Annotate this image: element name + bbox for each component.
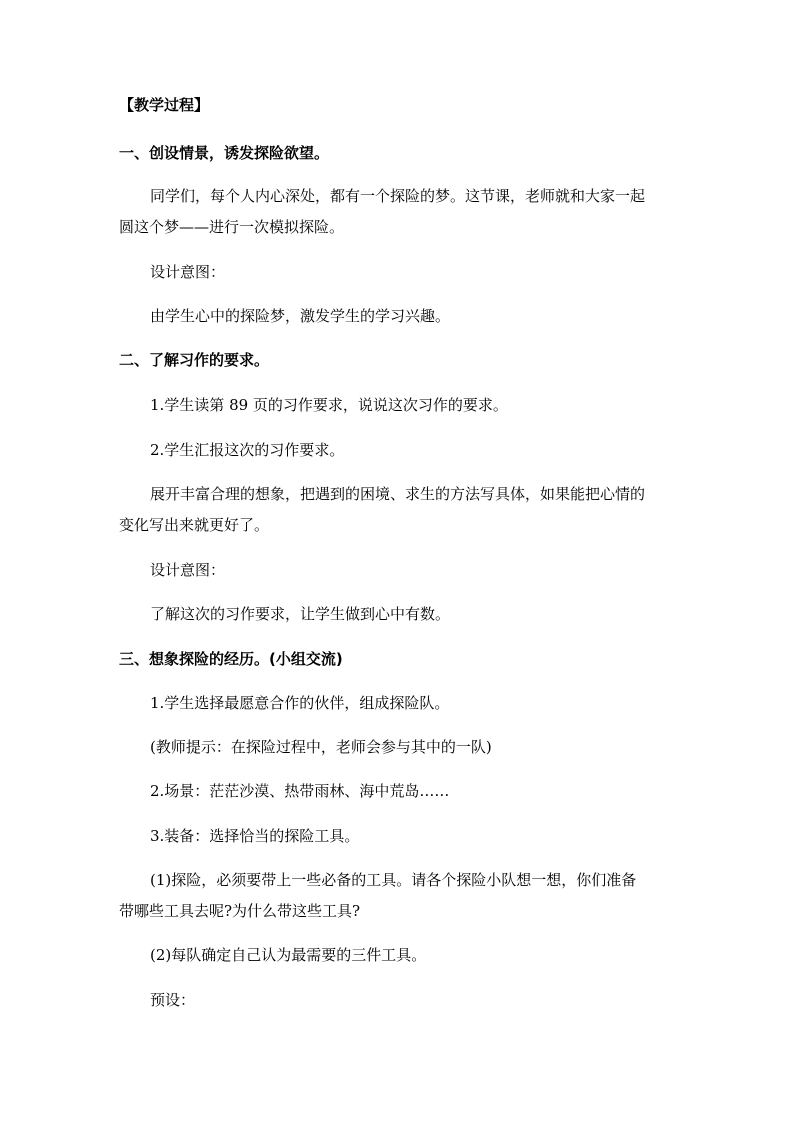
design-intent-label: 设计意图： xyxy=(150,263,226,281)
heading-section-3: 三、想象探险的经历。(小组交流) xyxy=(119,650,343,668)
list-item: 1.学生选择最愿意合作的伙伴，组成探险队。 xyxy=(150,694,450,712)
heading-section-2: 二、了解习作的要求。 xyxy=(119,351,270,369)
list-item: 2.学生汇报这次的习作要求。 xyxy=(150,441,345,459)
list-item: (2)每队确定自己认为最需要的三件工具。 xyxy=(150,946,427,964)
list-item: 2.场景：茫茫沙漠、热带雨林、海中荒岛…… xyxy=(150,782,450,800)
paragraph-line: 展开丰富合理的想象，把遇到的困境、求生的方法写具体，如果能把心情的 xyxy=(150,485,646,503)
teacher-hint: (教师提示：在探险过程中，老师会参与其中的一队) xyxy=(150,738,492,756)
design-intent-text: 了解这次的习作要求，让学生做到心中有数。 xyxy=(150,605,451,623)
preset-label: 预设： xyxy=(150,991,196,1009)
design-intent-label: 设计意图： xyxy=(150,561,226,579)
design-intent-text: 由学生心中的探险梦，激发学生的学习兴趣。 xyxy=(150,307,451,325)
heading-section-1: 一、创设情景，诱发探险欲望。 xyxy=(119,144,330,162)
paragraph-line: 同学们，每个人内心深处，都有一个探险的梦。这节课，老师就和大家一起 xyxy=(150,187,646,205)
paragraph-line: 圆这个梦——进行一次模拟探险。 xyxy=(119,218,345,236)
paragraph-line: (1)探险，必须要带上一些必备的工具。请各个探险小队想一想，你们准备 xyxy=(150,871,637,889)
paragraph-line: 变化写出来就更好了。 xyxy=(119,516,270,534)
list-item: 1.学生读第 89 页的习作要求，说说这次习作的要求。 xyxy=(150,396,508,414)
list-item: 3.装备：选择恰当的探险工具。 xyxy=(150,827,360,845)
section-title: 【教学过程】 xyxy=(119,96,210,114)
paragraph-line: 带哪些工具去呢?为什么带这些工具? xyxy=(119,902,361,920)
